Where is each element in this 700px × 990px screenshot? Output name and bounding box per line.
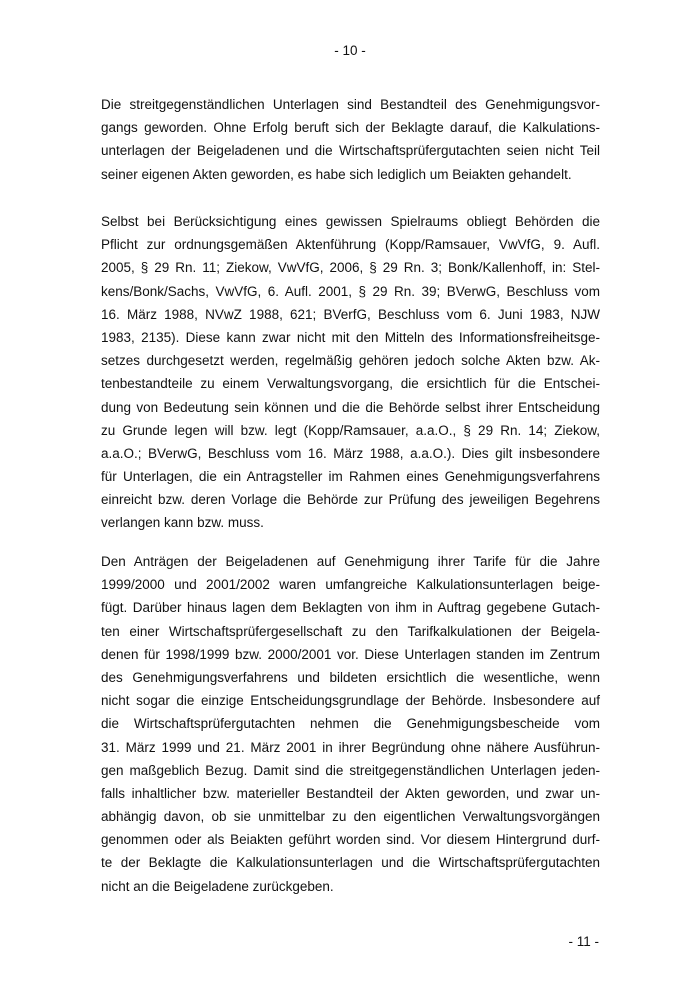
text-line: te der Beklagte die Kalkulationsunterlagen und die Wirtschaftsprüfergutachten	[101, 855, 600, 871]
text-line: nicht an die Beigeladene zurückgeben.	[101, 878, 334, 894]
text-line: 16. März 1988, NVwZ 1988, 621; BVerfG, Beschluss vom 6. Juni 1983, NJW	[101, 306, 600, 322]
paragraph-1	[101, 93, 600, 186]
text-line: ten einer Wirtschaftsprüfergesellschaft zu den Tarifkalkulationen der Beigela-	[101, 623, 600, 639]
text-line: Die streitgegenständlichen Unterlagen sind Bestandteil des Genehmigungsvor-	[101, 97, 600, 112]
text-line: kens/Bonk/Sachs, VwVfG, 6. Aufl. 2001, § 29 Rn. 39; BVerwG, Beschluss vom	[101, 283, 600, 299]
text-line: die Wirtschaftsprüfergutachten nehmen die Genehmigungsbescheide vom	[101, 716, 600, 732]
text-line: des Genehmigungsverfahrens und bildeten ersichtlich die wesentliche, wenn	[101, 669, 600, 685]
text-line: seiner eigenen Akten geworden, es habe sich lediglich um Beiakten gehandelt.	[101, 166, 572, 182]
text-line: abhängig davon, ob sie unmittelbar zu den eigentlichen Verwaltungsvorgängen	[101, 809, 600, 825]
text-line: zu Grunde legen will bzw. legt (Kopp/Ramsauer, a.a.O., § 29 Rn. 14; Ziekow,	[101, 422, 600, 438]
text-line: Selbst bei Berücksichtigung eines gewissen Spielraums obliegt Behörden die	[101, 214, 600, 229]
text-line: nicht sogar die einzige Entscheidungsgrundlage der Behörde. Insbesondere auf	[101, 693, 600, 709]
text-line: genommen oder als Beiakten geführt worden sind. Vor diesem Hintergrund durf-	[101, 832, 600, 848]
paragraph-2	[101, 210, 600, 535]
text-line: a.a.O.; BVerwG, Beschluss vom 16. März 1988, a.a.O.). Dies gilt insbesondere	[101, 445, 600, 461]
text-line: 31. März 1999 und 21. März 2001 in ihrer Begründung ohne nähere Ausführun-	[101, 739, 600, 755]
text-line: verlangen kann bzw. muss.	[101, 515, 264, 531]
text-line: gangs geworden. Ohne Erfolg beruft sich der Beklagte darauf, die Kalkulations-	[101, 120, 600, 136]
page-number-top: - 10 -	[334, 43, 366, 58]
text-line: fügt. Darüber hinaus lagen dem Beklagten von ihm in Auftrag gegebene Gutach-	[101, 600, 600, 616]
text-line: tenbestandteile zu einem Verwaltungsvorgang, die ersichtlich für die Entschei-	[101, 376, 600, 392]
text-line: 2005, § 29 Rn. 11; Ziekow, VwVfG, 2006, § 29 Rn. 3; Bonk/Kallenhoff, in: Stel-	[101, 260, 600, 276]
text-line: unterlagen der Beigeladenen und die Wirtschaftsprüfergutachten seien nicht Teil	[101, 143, 600, 159]
page-number-bottom: - 11 -	[568, 934, 599, 949]
paragraph-3	[101, 550, 600, 898]
text-line: dung von Bedeutung sein können und die die Behörde selbst ihrer Entscheidung	[101, 399, 600, 415]
text-line: falls inhaltlicher bzw. materieller Bestandteil der Akten geworden, und zwar un-	[101, 785, 600, 801]
text-line: 1983, 2135). Diese kann zwar nicht mit den Mitteln des Informationsfreiheitsge-	[101, 329, 600, 345]
text-line: 1999/2000 und 2001/2002 waren umfangreiche Kalkulationsunterlagen beige-	[101, 577, 600, 593]
text-line: gen maßgeblich Bezug. Damit sind die streitgegenständlichen Unterlagen jeden-	[101, 762, 600, 778]
text-line: für Unterlagen, die ein Antragsteller im Rahmen eines Genehmigungsverfahrens	[101, 469, 600, 485]
text-line: einreicht bzw. deren Vorlage die Behörde zur Prüfung des jeweiligen Begehrens	[101, 492, 600, 508]
text-line: Den Anträgen der Beigeladenen auf Genehmigung ihrer Tarife für die Jahre	[101, 554, 600, 569]
text-line: denen für 1998/1999 bzw. 2000/2001 vor. Diese Unterlagen standen im Zentrum	[101, 646, 600, 662]
text-line: Pflicht zur ordnungsgemäßen Aktenführung (Kopp/Ramsauer, VwVfG, 9. Aufl.	[101, 237, 600, 253]
text-line: setzes durchgesetzt werden, regelmäßig gehören jedoch solche Akten bzw. Ak-	[101, 353, 600, 369]
